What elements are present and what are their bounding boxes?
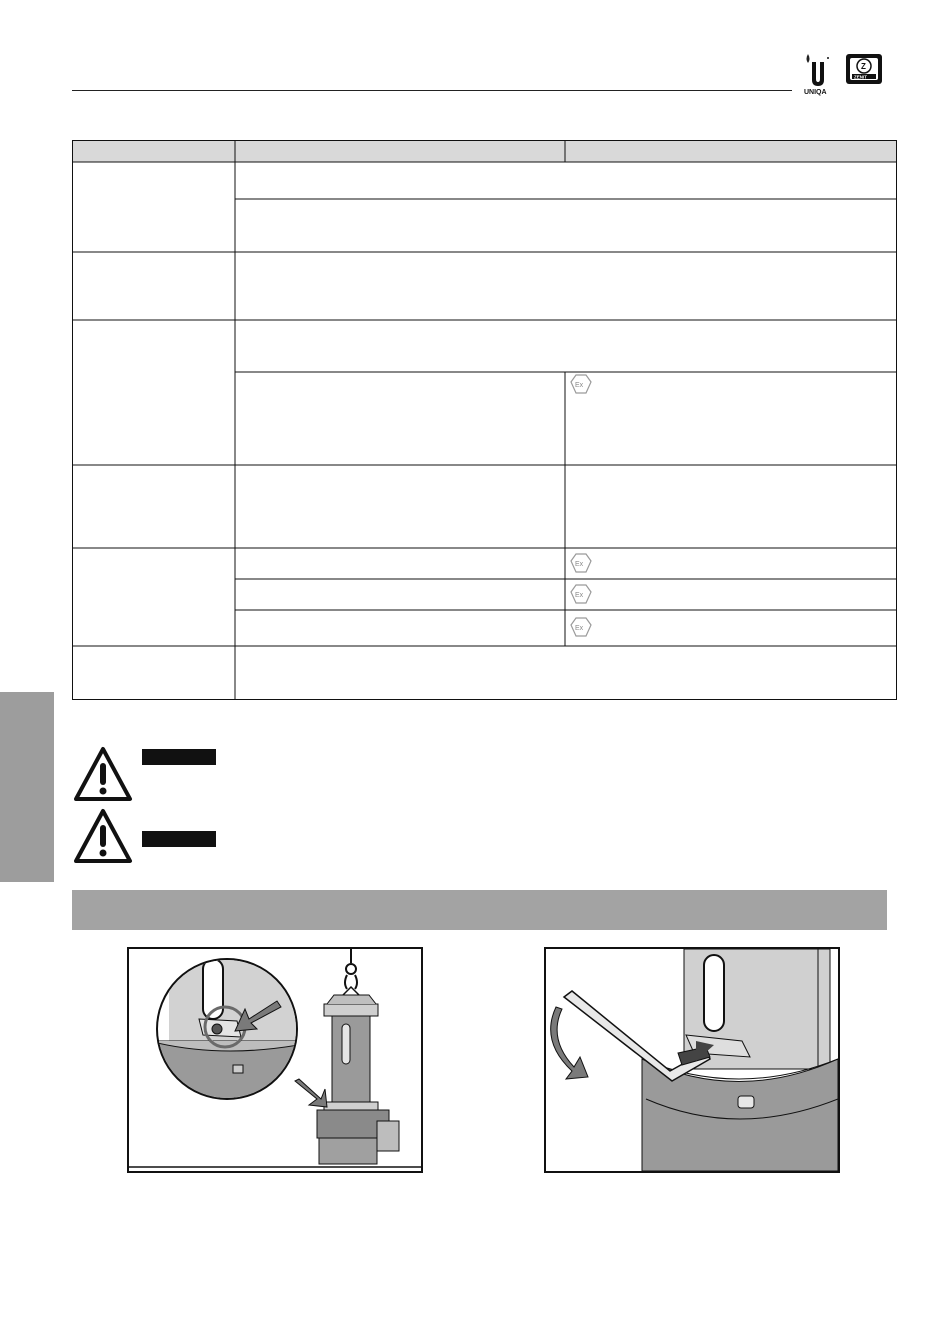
pump-illustration <box>295 949 399 1164</box>
ex-label: Ex <box>575 592 584 599</box>
uniqa-wordmark: UNIQA <box>804 89 827 96</box>
table-header-row <box>73 141 896 162</box>
table-border <box>73 141 897 700</box>
zenit-logo <box>846 54 882 84</box>
brand-logos <box>798 50 888 96</box>
ex-label: Ex <box>575 382 584 389</box>
warning-icon <box>72 807 134 865</box>
warning-icon <box>72 745 134 803</box>
header-rule <box>72 90 792 91</box>
ex-label: Ex <box>575 561 584 568</box>
rotate-arrow <box>551 1007 588 1079</box>
ex-label: Ex <box>575 625 584 632</box>
figure-lifting-pump <box>127 947 423 1173</box>
zenit-wordmark: ZENIT <box>854 74 867 80</box>
warning-label <box>142 831 216 847</box>
warning-label <box>142 749 216 765</box>
table-grid <box>72 140 897 700</box>
side-tab <box>0 692 54 882</box>
svg-text:Z: Z <box>861 62 866 71</box>
troubleshooting-table <box>72 140 897 700</box>
figure-hex-key-plug <box>544 947 840 1173</box>
uniqa-logo <box>804 54 829 96</box>
zoom-detail <box>149 949 319 1111</box>
section-bar <box>72 890 887 930</box>
pump-closeup <box>642 949 838 1171</box>
